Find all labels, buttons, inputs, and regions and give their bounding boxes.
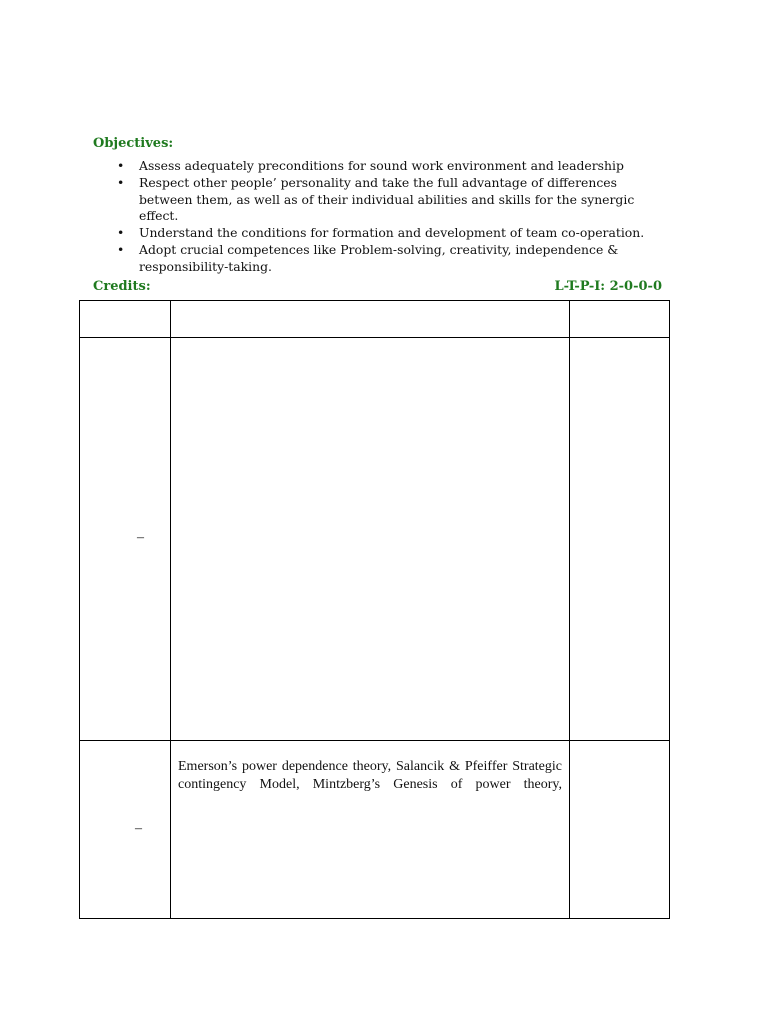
table-cell — [570, 741, 670, 919]
module-content-text: Emerson’s power dependence theory, Salancik & Pfeiffer Strategic contingency Model, Mintzberg’s Genesis of power theory, — [178, 759, 562, 792]
table-cell — [171, 338, 570, 741]
list-item — [117, 158, 662, 175]
objective-text: Adopt crucial competences like Problem-solving, creativity, independence & responsibility-taking. — [139, 242, 619, 274]
objective-text: Assess adequately preconditions for sound work environment and leadership — [139, 158, 624, 173]
table-cell — [80, 301, 171, 338]
bullet-icon: • — [117, 158, 125, 173]
objective-text: Understand the conditions for formation and development of team co-operation. — [139, 225, 645, 240]
table-row — [80, 741, 670, 919]
table-row — [80, 301, 670, 338]
table-cell — [570, 301, 670, 338]
bullet-icon: • — [117, 175, 125, 190]
objectives-heading: Objectives: — [93, 136, 174, 151]
list-item — [117, 242, 662, 275]
table-cell — [171, 741, 570, 919]
table-row — [80, 338, 670, 741]
objective-text: Respect other people’ personality and take the full advantage of differences between them, as well as of their individual abilities and skills for the synergic effect. — [139, 175, 635, 223]
dash-mark: – — [135, 821, 142, 836]
list-item — [117, 225, 662, 242]
table-cell — [570, 338, 670, 741]
objectives-list — [117, 158, 662, 276]
table-cell — [80, 338, 171, 741]
ltpi-value: L-T-P-I: 2-0-0-0 — [554, 279, 662, 294]
syllabus-table — [79, 300, 670, 919]
table-cell — [171, 301, 570, 338]
list-item — [117, 175, 662, 225]
dash-mark: – — [137, 530, 144, 545]
bullet-icon: • — [117, 225, 125, 240]
credits-heading: Credits: — [93, 279, 151, 294]
table-cell — [80, 741, 171, 919]
bullet-icon: • — [117, 242, 125, 257]
